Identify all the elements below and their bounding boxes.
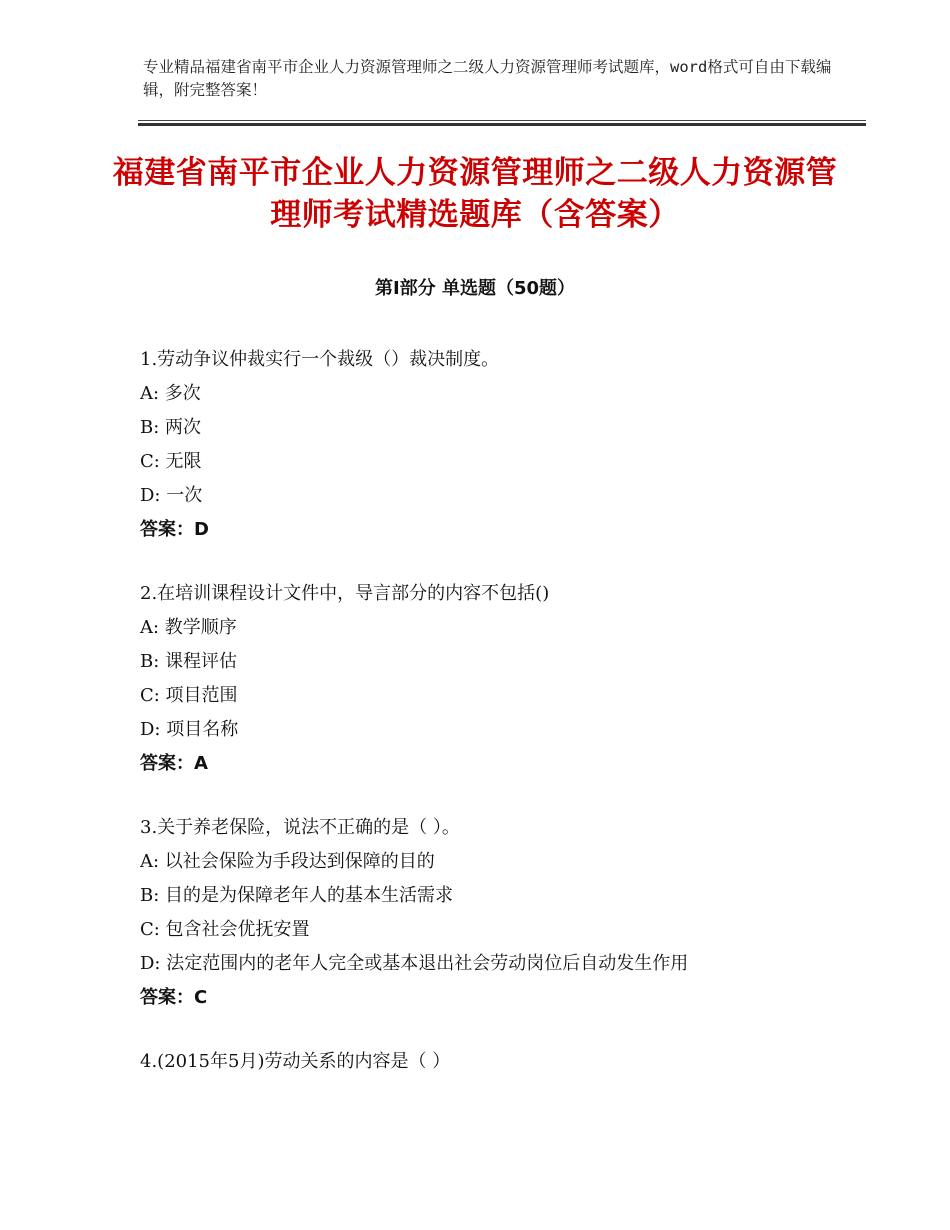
header-divider-thin [138,120,866,121]
option-a: A: 以社会保险为手段达到保障的目的 [140,851,435,872]
section-heading: 第Ⅰ部分 单选题（50题） [374,278,575,299]
header-divider-thick [138,123,866,126]
question-stem: 4.(2015年5月)劳动关系的内容是（ ） [140,1051,451,1072]
option-a: A: 多次 [140,383,201,404]
question-stem: 2.在培训课程设计文件中，导言部分的内容不包括() [140,583,550,604]
option-c: C: 项目范围 [140,685,238,706]
question-3 [140,811,840,1015]
option-b: B: 两次 [140,417,202,438]
question-stem: 1.劳动争议仲裁实行一个裁级（）裁决制度。 [140,349,500,370]
answer-line: 答案：C [140,987,208,1008]
question-list [140,343,840,1109]
option-c: C: 包含社会优抚安置 [140,919,310,940]
header-note: 专业精品福建省南平市企业人力资源管理师之二级人力资源管理师考试题库，word格式可自由下载编辑，附完整答案！ [143,58,832,99]
document-title: 福建省南平市企业人力资源管理师之二级人力资源管理师考试精选题库（含答案） [112,155,838,233]
question-1 [140,343,840,547]
question-stem: 3.关于养老保险，说法不正确的是（ ）。 [140,817,460,838]
option-a: A: 教学顺序 [140,617,237,638]
question-4 [140,1045,840,1079]
question-2 [140,577,840,781]
answer-line: 答案：D [140,519,209,540]
answer-line: 答案：A [140,753,208,774]
option-d: D: 法定范围内的老年人完全或基本退出社会劳动岗位后自动发生作用 [140,953,689,974]
option-b: B: 课程评估 [140,651,238,672]
option-d: D: 项目名称 [140,719,239,740]
option-d: D: 一次 [140,485,203,506]
option-b: B: 目的是为保障老年人的基本生活需求 [140,885,454,906]
option-c: C: 无限 [140,451,202,472]
